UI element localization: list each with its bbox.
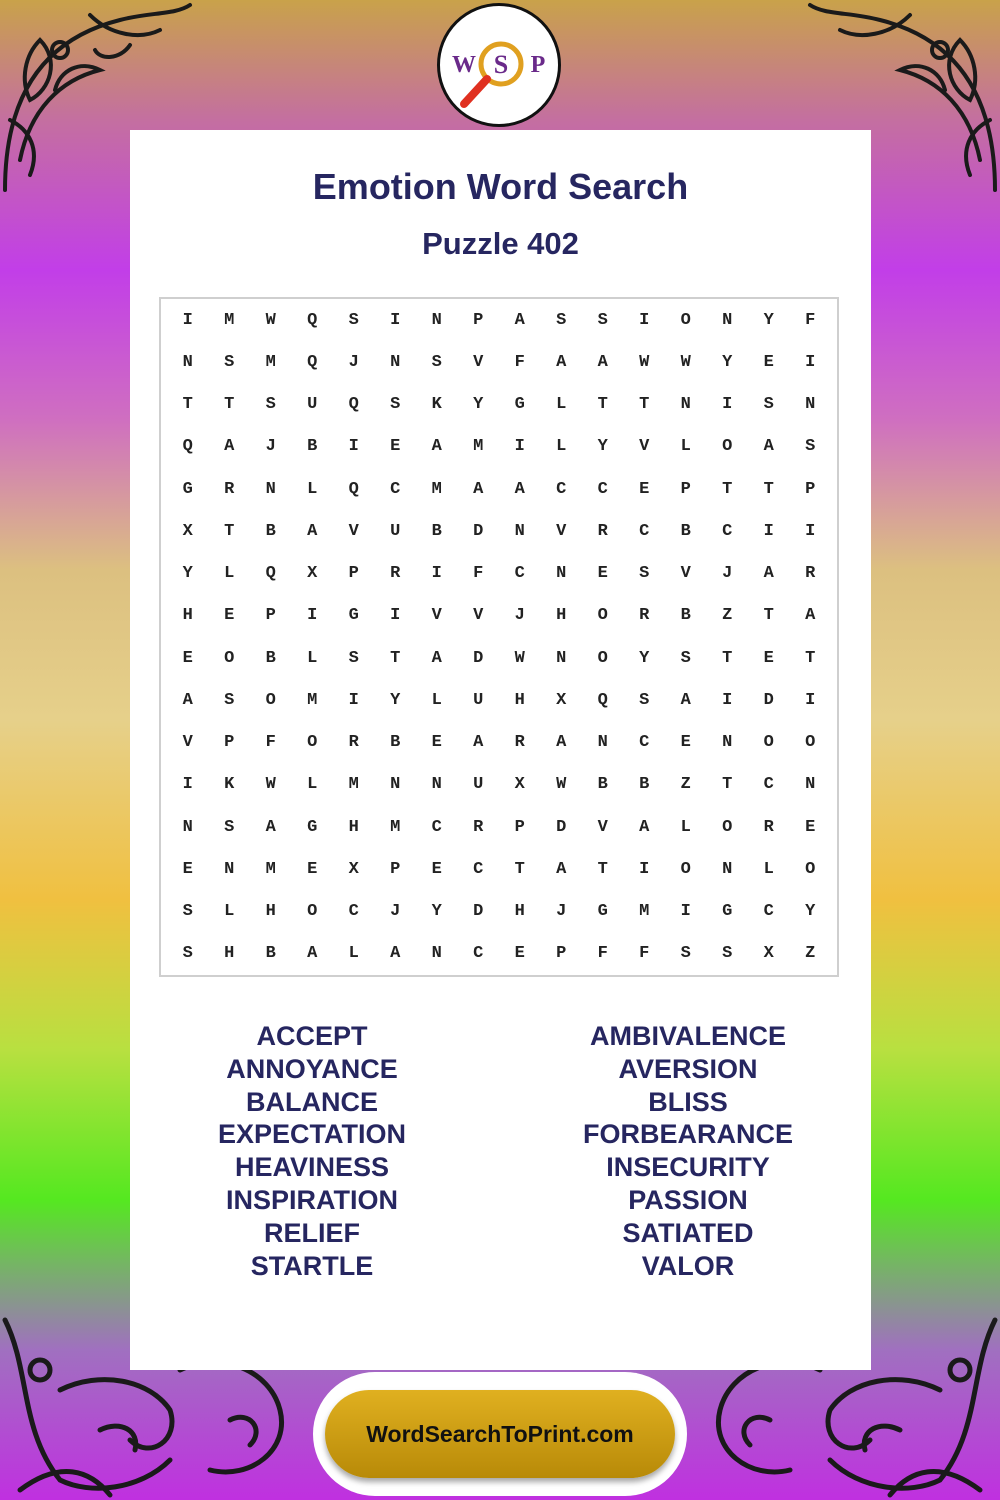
grid-cell[interactable]: O bbox=[307, 902, 318, 922]
grid-cell[interactable]: I bbox=[805, 352, 816, 372]
grid-cell[interactable]: A bbox=[307, 944, 318, 964]
grid-cell[interactable]: I bbox=[182, 310, 193, 330]
grid-cell[interactable]: N bbox=[390, 775, 401, 795]
grid-cell[interactable]: A bbox=[556, 859, 567, 879]
grid-cell[interactable]: T bbox=[224, 395, 235, 415]
grid-cell[interactable]: C bbox=[348, 902, 359, 922]
grid-cell[interactable]: T bbox=[514, 859, 525, 879]
grid-cell[interactable]: X bbox=[556, 690, 567, 710]
grid-cell[interactable]: P bbox=[805, 479, 816, 499]
grid-cell[interactable]: G bbox=[514, 395, 525, 415]
grid-cell[interactable]: A bbox=[556, 352, 567, 372]
grid-cell[interactable]: C bbox=[473, 944, 484, 964]
grid-cell[interactable]: B bbox=[307, 437, 318, 457]
grid-cell[interactable]: N bbox=[680, 395, 691, 415]
grid-cell[interactable]: N bbox=[224, 859, 235, 879]
grid-cell[interactable]: S bbox=[680, 944, 691, 964]
grid-cell[interactable]: T bbox=[763, 479, 774, 499]
grid-cell[interactable]: N bbox=[431, 944, 442, 964]
grid-cell[interactable]: I bbox=[390, 606, 401, 626]
grid-cell[interactable]: G bbox=[348, 606, 359, 626]
grid-cell[interactable]: Q bbox=[182, 437, 193, 457]
puzzle-number: Puzzle 402 bbox=[422, 226, 579, 261]
grid-cell[interactable]: E bbox=[514, 944, 525, 964]
grid-cell[interactable]: O bbox=[805, 733, 816, 753]
grid-cell[interactable]: I bbox=[182, 775, 193, 795]
grid-cell[interactable]: Z bbox=[805, 944, 816, 964]
grid-cell[interactable]: F bbox=[514, 352, 525, 372]
grid-cell[interactable]: C bbox=[390, 479, 401, 499]
grid-cell[interactable]: A bbox=[265, 817, 276, 837]
grid-cell[interactable]: V bbox=[473, 606, 484, 626]
grid-cell[interactable]: V bbox=[639, 437, 650, 457]
grid-cell[interactable]: S bbox=[182, 902, 193, 922]
grid-cell[interactable]: A bbox=[763, 564, 774, 584]
grid-cell[interactable]: E bbox=[597, 564, 608, 584]
word-list-item: SATIATED bbox=[622, 1217, 754, 1248]
grid-cell[interactable]: E bbox=[680, 733, 691, 753]
grid-cell[interactable]: W bbox=[514, 648, 525, 668]
grid-cell[interactable]: I bbox=[763, 521, 774, 541]
word-list-item: STARTLE bbox=[250, 1250, 374, 1281]
grid-cell[interactable]: N bbox=[805, 395, 816, 415]
grid-cell[interactable]: Q bbox=[597, 690, 608, 710]
letter-grid[interactable] bbox=[159, 297, 839, 977]
grid-cell[interactable]: V bbox=[597, 817, 608, 837]
grid-cell[interactable]: L bbox=[680, 817, 691, 837]
grid-cell[interactable]: N bbox=[182, 817, 193, 837]
wsp-logo[interactable] bbox=[437, 3, 561, 127]
grid-cell[interactable]: A bbox=[182, 690, 193, 710]
grid-cell[interactable]: A bbox=[763, 437, 774, 457]
grid-cell[interactable]: M bbox=[348, 775, 359, 795]
grid-cell[interactable]: O bbox=[224, 648, 235, 668]
grid-cell[interactable]: U bbox=[473, 775, 484, 795]
grid-cell[interactable]: Y bbox=[639, 648, 650, 668]
grid-cell[interactable]: I bbox=[805, 690, 816, 710]
grid-cell[interactable]: Y bbox=[182, 564, 193, 584]
site-link[interactable]: WordSearchToPrint.com bbox=[325, 1390, 675, 1478]
grid-cell[interactable]: A bbox=[514, 479, 525, 499]
word-list-left bbox=[162, 1020, 462, 1282]
grid-cell[interactable]: C bbox=[514, 564, 525, 584]
grid-cell[interactable]: L bbox=[224, 564, 235, 584]
grid-cell[interactable]: S bbox=[680, 648, 691, 668]
grid-cell[interactable]: Y bbox=[390, 690, 401, 710]
grid-cell[interactable]: A bbox=[597, 352, 608, 372]
grid-cell[interactable]: K bbox=[431, 395, 442, 415]
grid-cell[interactable]: T bbox=[390, 648, 401, 668]
grid-cell[interactable]: Y bbox=[722, 352, 733, 372]
grid-cell[interactable]: K bbox=[224, 775, 235, 795]
grid-cell[interactable]: O bbox=[307, 733, 318, 753]
grid-cell[interactable]: I bbox=[307, 606, 318, 626]
grid-cell[interactable]: Z bbox=[680, 775, 691, 795]
grid-cell[interactable]: D bbox=[473, 648, 484, 668]
grid-cell[interactable]: N bbox=[556, 648, 567, 668]
grid-cell[interactable]: R bbox=[639, 606, 650, 626]
grid-cell[interactable]: I bbox=[680, 902, 691, 922]
word-list-item: INSPIRATION bbox=[225, 1184, 398, 1215]
grid-cell[interactable]: T bbox=[182, 395, 193, 415]
grid-cell[interactable]: G bbox=[182, 479, 193, 499]
grid-cell[interactable]: E bbox=[763, 352, 774, 372]
grid-cell[interactable]: P bbox=[348, 564, 359, 584]
grid-cell[interactable]: L bbox=[348, 944, 359, 964]
word-list-item: PASSION bbox=[628, 1184, 748, 1215]
grid-cell[interactable]: S bbox=[348, 310, 359, 330]
grid-cell[interactable]: Y bbox=[473, 395, 484, 415]
grid-cell[interactable]: D bbox=[473, 902, 484, 922]
grid-cell[interactable]: J bbox=[265, 437, 276, 457]
grid-cell[interactable]: O bbox=[597, 606, 608, 626]
grid-cell[interactable]: S bbox=[722, 944, 733, 964]
grid-cell[interactable]: E bbox=[182, 859, 193, 879]
grid-cell[interactable]: O bbox=[722, 817, 733, 837]
grid-cell[interactable]: L bbox=[224, 902, 235, 922]
grid-cell[interactable]: P bbox=[514, 817, 525, 837]
grid-cell[interactable]: C bbox=[639, 733, 650, 753]
grid-cell[interactable]: A bbox=[307, 521, 318, 541]
grid-cell[interactable]: I bbox=[431, 564, 442, 584]
grid-cell[interactable]: S bbox=[805, 437, 816, 457]
grid-cell[interactable]: A bbox=[805, 606, 816, 626]
grid-cell[interactable]: O bbox=[763, 733, 774, 753]
grid-cell[interactable]: H bbox=[556, 606, 567, 626]
grid-cell[interactable]: F bbox=[639, 944, 650, 964]
grid-cell[interactable]: B bbox=[265, 944, 276, 964]
grid-cell[interactable]: I bbox=[722, 690, 733, 710]
grid-cell[interactable]: N bbox=[722, 733, 733, 753]
grid-cell[interactable]: I bbox=[639, 859, 650, 879]
grid-cell[interactable]: S bbox=[556, 310, 567, 330]
footer-badge bbox=[313, 1372, 687, 1496]
grid-cell[interactable]: L bbox=[763, 859, 774, 879]
grid-cell[interactable]: G bbox=[722, 902, 733, 922]
grid-cell[interactable]: F bbox=[597, 944, 608, 964]
grid-cell[interactable]: W bbox=[265, 310, 276, 330]
grid-cell[interactable]: R bbox=[597, 521, 608, 541]
grid-cell[interactable]: J bbox=[556, 902, 567, 922]
grid-cell[interactable]: W bbox=[639, 352, 650, 372]
grid-cell[interactable]: E bbox=[224, 606, 235, 626]
grid-cell[interactable]: S bbox=[639, 690, 650, 710]
grid-cell[interactable]: L bbox=[680, 437, 691, 457]
grid-cell[interactable]: N bbox=[722, 859, 733, 879]
grid-cell[interactable]: C bbox=[473, 859, 484, 879]
grid-cell[interactable]: V bbox=[680, 564, 691, 584]
grid-cell[interactable]: B bbox=[431, 521, 442, 541]
grid-cell[interactable]: A bbox=[556, 733, 567, 753]
grid-cell[interactable]: B bbox=[639, 775, 650, 795]
grid-cell[interactable]: Z bbox=[722, 606, 733, 626]
grid-cell[interactable]: S bbox=[639, 564, 650, 584]
grid-cell[interactable]: R bbox=[390, 564, 401, 584]
grid-cell[interactable]: I bbox=[722, 395, 733, 415]
grid-cell[interactable]: Q bbox=[348, 395, 359, 415]
grid-cell[interactable]: R bbox=[763, 817, 774, 837]
grid-cell[interactable]: F bbox=[805, 310, 816, 330]
grid-cell[interactable]: Q bbox=[307, 310, 318, 330]
grid-cell[interactable]: W bbox=[265, 775, 276, 795]
grid-cell[interactable]: W bbox=[680, 352, 691, 372]
grid-cell[interactable]: A bbox=[473, 733, 484, 753]
grid-cell[interactable]: T bbox=[639, 395, 650, 415]
grid-cell[interactable]: F bbox=[265, 733, 276, 753]
grid-cell[interactable]: A bbox=[390, 944, 401, 964]
grid-cell[interactable]: S bbox=[182, 944, 193, 964]
grid-cell[interactable]: X bbox=[307, 564, 318, 584]
grid-cell[interactable]: J bbox=[722, 564, 733, 584]
grid-cell[interactable]: P bbox=[680, 479, 691, 499]
grid-cell[interactable]: O bbox=[680, 859, 691, 879]
grid-cell[interactable]: N bbox=[431, 310, 442, 330]
grid-cell[interactable]: C bbox=[763, 775, 774, 795]
grid-cell[interactable]: Q bbox=[265, 564, 276, 584]
grid-cell[interactable]: T bbox=[224, 521, 235, 541]
grid-cell[interactable]: C bbox=[597, 479, 608, 499]
grid-cell[interactable]: C bbox=[639, 521, 650, 541]
grid-cell[interactable]: M bbox=[473, 437, 484, 457]
grid-cell[interactable]: U bbox=[390, 521, 401, 541]
grid-cell[interactable]: J bbox=[514, 606, 525, 626]
grid-cell[interactable]: X bbox=[763, 944, 774, 964]
grid-cell[interactable]: Y bbox=[431, 902, 442, 922]
grid-cell[interactable]: Y bbox=[763, 310, 774, 330]
grid-cell[interactable]: X bbox=[182, 521, 193, 541]
grid-cell[interactable]: E bbox=[763, 648, 774, 668]
logo-letter-w: W bbox=[452, 52, 476, 78]
grid-cell[interactable]: D bbox=[556, 817, 567, 837]
grid-cell[interactable]: S bbox=[763, 395, 774, 415]
grid-cell[interactable]: S bbox=[348, 648, 359, 668]
grid-cell[interactable]: J bbox=[390, 902, 401, 922]
grid-cell[interactable]: O bbox=[805, 859, 816, 879]
grid-cell[interactable]: T bbox=[597, 859, 608, 879]
word-list-item: AVERSION bbox=[618, 1053, 758, 1084]
grid-cell[interactable]: A bbox=[680, 690, 691, 710]
grid-cell[interactable]: A bbox=[473, 479, 484, 499]
magnifier-icon bbox=[440, 6, 558, 124]
grid-cell[interactable]: R bbox=[473, 817, 484, 837]
grid-cell[interactable]: E bbox=[182, 648, 193, 668]
puzzle-sheet bbox=[130, 130, 871, 1370]
grid-cell[interactable]: V bbox=[556, 521, 567, 541]
grid-cell[interactable]: O bbox=[265, 690, 276, 710]
grid-cell[interactable]: I bbox=[348, 437, 359, 457]
grid-cell[interactable]: T bbox=[722, 775, 733, 795]
grid-cell[interactable]: R bbox=[224, 479, 235, 499]
grid-cell[interactable]: T bbox=[805, 648, 816, 668]
grid-cell[interactable]: P bbox=[390, 859, 401, 879]
grid-cell[interactable]: C bbox=[556, 479, 567, 499]
grid-cell[interactable]: M bbox=[390, 817, 401, 837]
grid-cell[interactable]: U bbox=[473, 690, 484, 710]
grid-cell[interactable]: L bbox=[307, 775, 318, 795]
grid-cell[interactable]: A bbox=[431, 648, 442, 668]
grid-cell[interactable]: L bbox=[307, 648, 318, 668]
grid-cell[interactable]: Q bbox=[307, 352, 318, 372]
word-list-item: INSECURITY bbox=[606, 1152, 770, 1183]
grid-cell[interactable]: E bbox=[307, 859, 318, 879]
grid-cell[interactable]: I bbox=[514, 437, 525, 457]
grid-cell[interactable]: S bbox=[390, 395, 401, 415]
logo-letter-s: S bbox=[493, 50, 509, 79]
grid-cell[interactable]: C bbox=[763, 902, 774, 922]
word-list-item: EXPECTATION bbox=[217, 1119, 406, 1150]
grid-cell[interactable]: S bbox=[597, 310, 608, 330]
grid-cell[interactable]: M bbox=[431, 479, 442, 499]
grid-cell[interactable]: E bbox=[431, 859, 442, 879]
grid-cell[interactable]: N bbox=[182, 352, 193, 372]
word-list-item: BLISS bbox=[648, 1086, 728, 1117]
grid-cell[interactable]: B bbox=[597, 775, 608, 795]
grid-cell[interactable]: G bbox=[597, 902, 608, 922]
grid-cell[interactable]: E bbox=[431, 733, 442, 753]
grid-cell[interactable]: X bbox=[514, 775, 525, 795]
grid-cell[interactable]: A bbox=[224, 437, 235, 457]
grid-cell[interactable]: J bbox=[348, 352, 359, 372]
grid-cell[interactable]: E bbox=[639, 479, 650, 499]
grid-cell[interactable]: N bbox=[431, 775, 442, 795]
grid-cell[interactable]: M bbox=[639, 902, 650, 922]
grid-cell[interactable]: L bbox=[307, 479, 318, 499]
grid-cell[interactable]: V bbox=[348, 521, 359, 541]
grid-cell[interactable]: C bbox=[722, 521, 733, 541]
grid-cell[interactable]: M bbox=[265, 859, 276, 879]
logo-letter-p: P bbox=[530, 52, 546, 78]
grid-cell[interactable]: O bbox=[680, 310, 691, 330]
grid-cell[interactable]: T bbox=[597, 395, 608, 415]
grid-cell[interactable]: N bbox=[514, 521, 525, 541]
word-list-item: AMBIVALENCE bbox=[589, 1021, 786, 1051]
grid-cell[interactable]: H bbox=[348, 817, 359, 837]
grid-cell[interactable]: H bbox=[265, 902, 276, 922]
word-list-item: RELIEF bbox=[263, 1217, 360, 1248]
grid-cell[interactable]: Y bbox=[805, 902, 816, 922]
grid-cell[interactable]: H bbox=[514, 902, 525, 922]
grid-cell[interactable]: P bbox=[556, 944, 567, 964]
grid-cell[interactable]: B bbox=[265, 648, 276, 668]
grid-cell[interactable]: F bbox=[473, 564, 484, 584]
page-title: Emotion Word Search bbox=[312, 166, 689, 207]
grid-cell[interactable]: M bbox=[224, 310, 235, 330]
grid-cell[interactable]: R bbox=[514, 733, 525, 753]
grid-cell[interactable]: X bbox=[348, 859, 359, 879]
word-list-item: HEAVINESS bbox=[234, 1152, 390, 1183]
grid-cell[interactable]: V bbox=[473, 352, 484, 372]
grid-cell[interactable]: H bbox=[182, 606, 193, 626]
grid-cell[interactable]: D bbox=[473, 521, 484, 541]
grid-cell[interactable]: H bbox=[514, 690, 525, 710]
grid-cell[interactable]: S bbox=[431, 352, 442, 372]
grid-cell[interactable]: S bbox=[224, 817, 235, 837]
grid-cell[interactable]: I bbox=[805, 521, 816, 541]
grid-cell[interactable]: G bbox=[307, 817, 318, 837]
grid-cell[interactable]: T bbox=[722, 648, 733, 668]
grid-cell[interactable]: V bbox=[431, 606, 442, 626]
grid-cell[interactable]: V bbox=[182, 733, 193, 753]
grid-cell[interactable]: A bbox=[639, 817, 650, 837]
grid-cell[interactable]: L bbox=[431, 690, 442, 710]
grid-cell[interactable]: O bbox=[597, 648, 608, 668]
grid-cell[interactable]: N bbox=[390, 352, 401, 372]
grid-cell[interactable]: W bbox=[556, 775, 567, 795]
word-list-item: ACCEPT bbox=[256, 1021, 368, 1051]
grid-cell[interactable]: B bbox=[390, 733, 401, 753]
grid-cell[interactable]: Y bbox=[597, 437, 608, 457]
grid-cell[interactable]: A bbox=[431, 437, 442, 457]
grid-cell[interactable]: T bbox=[763, 606, 774, 626]
grid-cell[interactable]: P bbox=[265, 606, 276, 626]
grid-cell[interactable]: I bbox=[639, 310, 650, 330]
grid-cell[interactable]: L bbox=[556, 437, 567, 457]
word-list-item: FORBEARANCE bbox=[582, 1119, 793, 1150]
grid-cell[interactable]: N bbox=[556, 564, 567, 584]
grid-cell[interactable]: I bbox=[390, 310, 401, 330]
grid-cell[interactable]: N bbox=[805, 775, 816, 795]
grid-cell[interactable]: P bbox=[224, 733, 235, 753]
grid-cell[interactable]: E bbox=[390, 437, 401, 457]
grid-cell[interactable]: B bbox=[265, 521, 276, 541]
grid-cell[interactable]: B bbox=[680, 606, 691, 626]
grid-cell[interactable]: N bbox=[265, 479, 276, 499]
grid-cell[interactable]: S bbox=[265, 395, 276, 415]
grid-cell[interactable]: T bbox=[722, 479, 733, 499]
grid-cell[interactable]: M bbox=[265, 352, 276, 372]
grid-cell[interactable]: N bbox=[597, 733, 608, 753]
word-list-right bbox=[538, 1020, 838, 1282]
grid-cell[interactable]: L bbox=[556, 395, 567, 415]
grid-cell[interactable]: M bbox=[307, 690, 318, 710]
word-list-item: VALOR bbox=[641, 1250, 735, 1281]
grid-cell[interactable]: S bbox=[224, 690, 235, 710]
grid-cell[interactable]: P bbox=[473, 310, 484, 330]
grid-cell[interactable]: E bbox=[805, 817, 816, 837]
grid-cell[interactable]: U bbox=[307, 395, 318, 415]
word-list-item: BALANCE bbox=[246, 1086, 378, 1117]
grid-cell[interactable]: R bbox=[348, 733, 359, 753]
grid-cell[interactable]: S bbox=[224, 352, 235, 372]
grid-cell[interactable]: D bbox=[763, 690, 774, 710]
grid-cell[interactable]: Q bbox=[348, 479, 359, 499]
grid-cell[interactable]: B bbox=[680, 521, 691, 541]
grid-cell[interactable]: H bbox=[224, 944, 235, 964]
word-list-item: ANNOYANCE bbox=[226, 1053, 398, 1084]
grid-cell[interactable]: I bbox=[348, 690, 359, 710]
grid-cell[interactable]: R bbox=[805, 564, 816, 584]
grid-cell[interactable]: N bbox=[722, 310, 733, 330]
grid-cell[interactable]: A bbox=[514, 310, 525, 330]
grid-cell[interactable]: O bbox=[722, 437, 733, 457]
grid-cell[interactable]: C bbox=[431, 817, 442, 837]
